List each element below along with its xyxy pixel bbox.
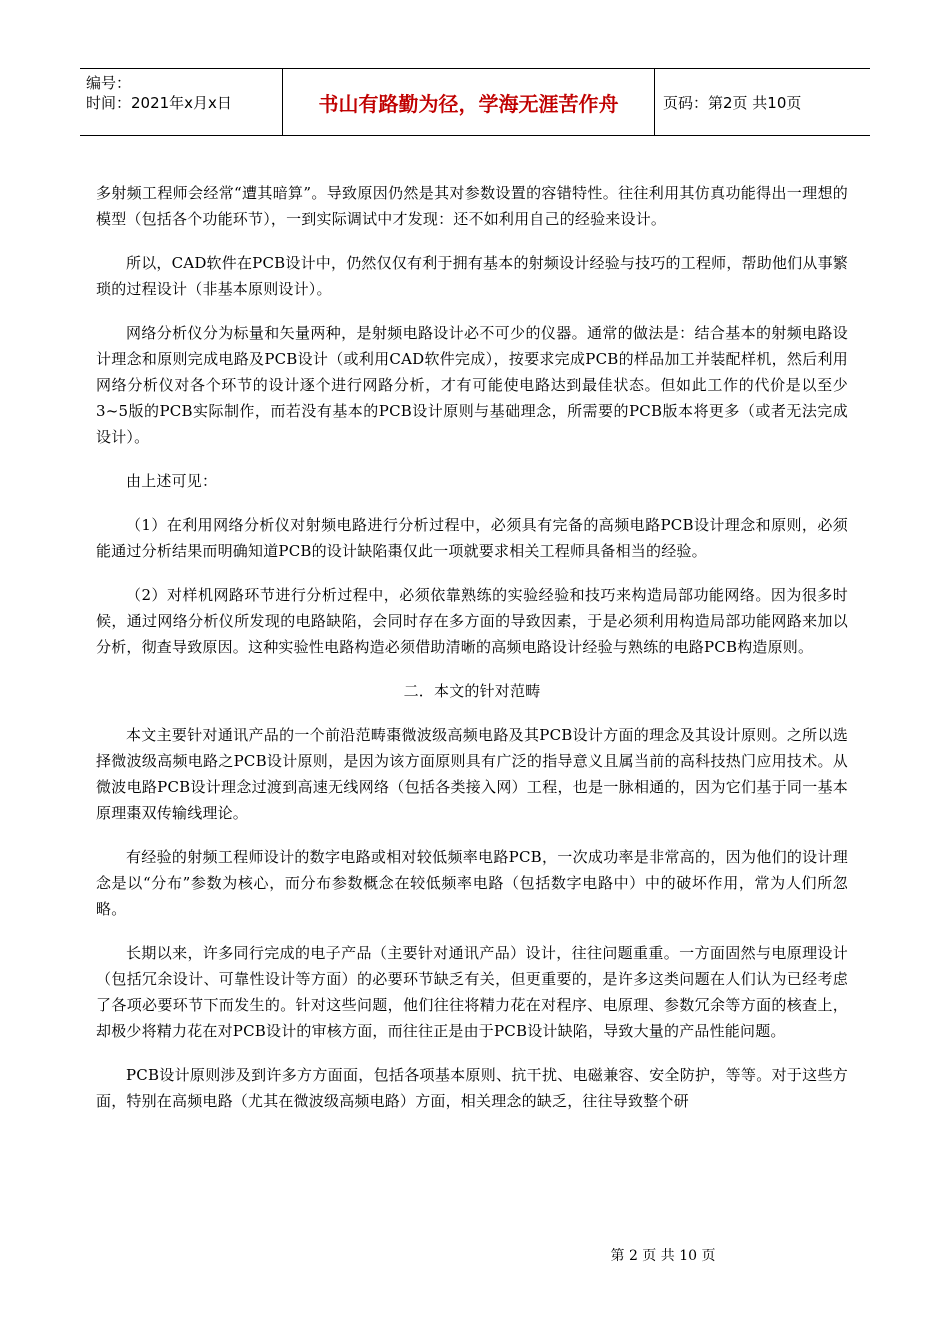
paragraph: 网络分析仪分为标量和矢量两种，是射频电路设计必不可少的仪器。通常的做法是：结合基本的射频电路设计理念和原则完成电路及PCB设计（或利用CAD软件完成），按要求完成PCB的样品加工并装配样机，然后利用网络分析仪对各个环节的设计逐个进行网路分析，才有可能使电路达到最佳状态。但如此工作的代价是以至少3~5版的PCB实际制作，而若没有基本的PCB设计原则与基础理念，所需要的PCB版本将更多（或者无法完成设计）。 xyxy=(96,324,848,446)
page-header xyxy=(80,68,870,136)
paragraph: 由上述可见： xyxy=(126,472,218,490)
paragraph: 所以，CAD软件在PCB设计中，仍然仅仅有利于拥有基本的射频设计经验与技巧的工程师，帮助他们从事繁琐的过程设计（非基本原则设计）。 xyxy=(96,254,848,298)
header-page-info: 页码：第2页 共10页 xyxy=(663,93,802,112)
document-body xyxy=(96,180,848,1132)
paragraph: 本文主要针对通讯产品的一个前沿范畴棗微波级高频电路及其PCB设计方面的理念及其设计原则。之所以选择微波级高频电路之PCB设计原则，是因为该方面原则具有广泛的指导意义且属当前的高科技热门应用技术。从微波电路PCB设计理念过渡到高速无线网络（包括各类接入网）工程，也是一脉相通的，因为它们基于同一基本原理棗双传输线理论。 xyxy=(96,726,848,822)
paragraph: 多射频工程师会经常“遭其暗算”。导致原因仍然是其对参数设置的容错特性。往往利用其仿真功能得出一理想的模型（包括各个功能环节），一到实际调试中才发现：还不如利用自己的经验来设计。 xyxy=(96,184,848,228)
paragraph: 有经验的射频工程师设计的数字电路或相对较低频率电路PCB，一次成功率是非常高的，因为他们的设计理念是以“分布”参数为核心，而分布参数概念在较低频率电路（包括数字电路中）中的破坏作用，常为人们所忽略。 xyxy=(96,848,848,918)
paragraph: （2）对样机网路环节进行分析过程中，必须依靠熟练的实验经验和技巧来构造局部功能网络。因为很多时候，通过网络分析仪所发现的电路缺陷，会同时存在多方面的导致因素，于是必须利用构造局部功能网路来加以分析，彻查导致原因。这种实验性电路构造必须借助清晰的高频电路设计经验与熟练的电路PCB构造原则。 xyxy=(96,586,848,656)
section-heading: 二．本文的针对范畴 xyxy=(403,682,541,700)
header-meta xyxy=(80,69,283,135)
page-footer: 第 2 页 共 10 页 xyxy=(610,1248,716,1264)
document-date: 时间：2021年x月x日 xyxy=(86,94,232,112)
header-motto: 书山有路勤为径，学海无涯苦作舟 xyxy=(283,69,655,135)
document-number-label: 编号： xyxy=(86,74,132,92)
paragraph: PCB设计原则涉及到许多方方面面，包括各项基本原则、抗干扰、电磁兼容、安全防护，等等。对于这些方面，特别在高频电路（尤其在微波级高频电路）方面，相关理念的缺乏，往往导致整个研 xyxy=(96,1066,848,1110)
paragraph: （1）在利用网络分析仪对射频电路进行分析过程中，必须具有完备的高频电路PCB设计理念和原则，必须能通过分析结果而明确知道PCB的设计缺陷棗仅此一项就要求相关工程师具备相当的经验。 xyxy=(96,516,848,560)
paragraph: 长期以来，许多同行完成的电子产品（主要针对通讯产品）设计，往往问题重重。一方面固然与电原理设计（包括冗余设计、可靠性设计等方面）的必要环节缺乏有关，但更重要的，是许多这类问题在人们认为已经考虑了各项必要环节下而发生的。针对这些问题，他们往往将精力花在对程序、电原理、参数冗余等方面的核查上，却极少将精力花在对PCB设计的审核方面，而往往正是由于PCB设计缺陷，导致大量的产品性能问题。 xyxy=(96,944,848,1040)
